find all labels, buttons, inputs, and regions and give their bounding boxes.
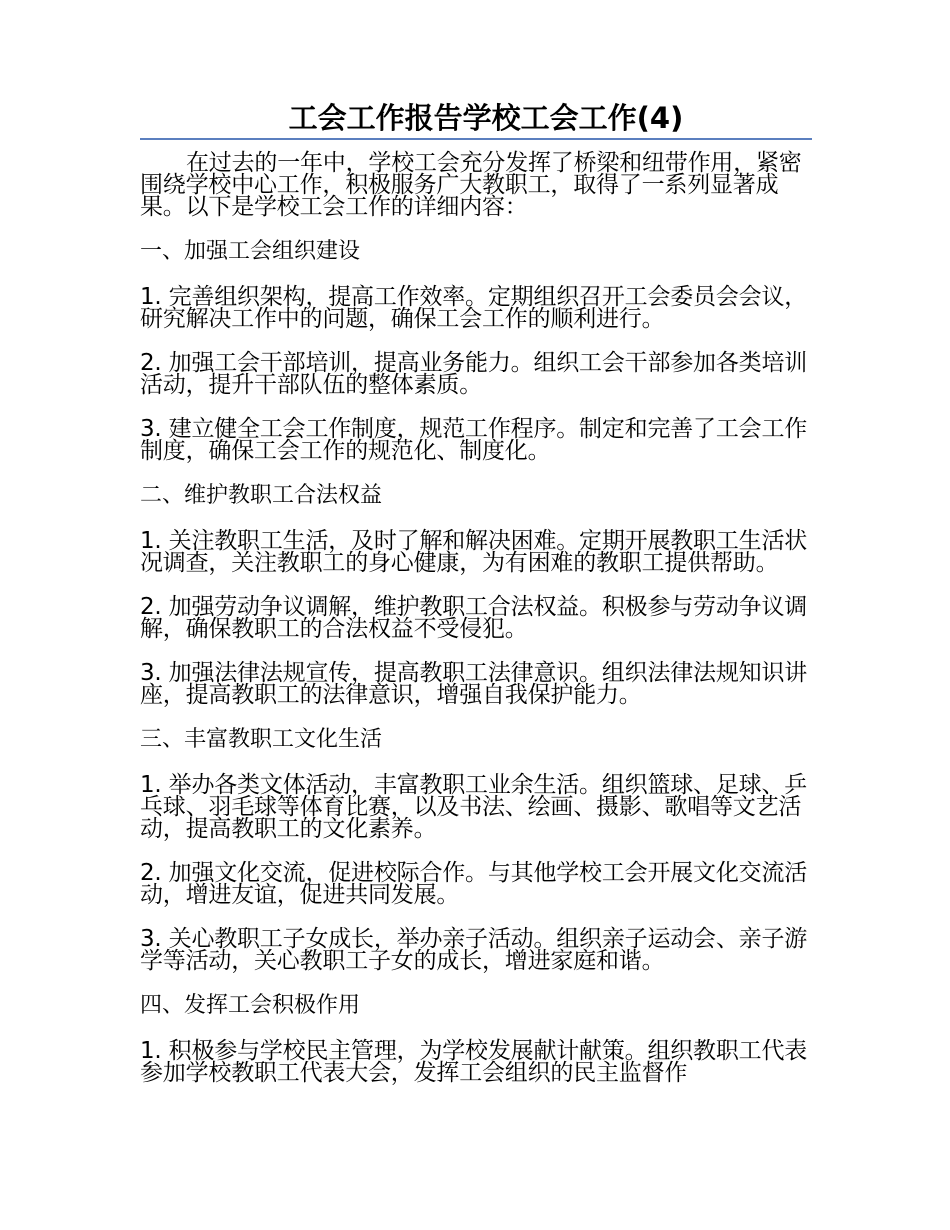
intro-paragraph: 在过去的一年中，学校工会充分发挥了桥梁和纽带作用，紧密围绕学校中心工作，积极服务广大教职工，取得了一系列显著成果。以下是学校工会工作的详细内容： (140, 150, 802, 220)
list-item: 1. 积极参与学校民主管理，为学校发展献计献策。组织教职工代表参加学校教职工代表大会，发挥工会组织的民主监督作 (140, 1038, 808, 1086)
document-title: 工会工作报告学校工会工作(4) (288, 101, 684, 135)
section-4 (140, 994, 812, 1084)
list-item: 3. 加强法律法规宣传，提高教职工法律意识。组织法律法规知识讲座，提高教职工的法律意识，增强自我保护能力。 (140, 660, 808, 708)
section-heading: 三、丰富教职工文化生活 (140, 727, 383, 752)
list-item: 2. 加强文化交流，促进校际合作。与其他学校工会开展文化交流活动，增进友谊，促进共同发展。 (140, 860, 808, 908)
list-item: 3. 建立健全工会工作制度，规范工作程序。制定和完善了工会工作制度，确保工会工作的规范化、制度化。 (140, 416, 808, 464)
title-underline (140, 138, 812, 140)
section-3 (140, 728, 812, 972)
document-page (140, 100, 812, 1106)
section-heading: 一、加强工会组织建设 (140, 239, 361, 264)
section-1 (140, 240, 812, 462)
section-heading: 四、发挥工会积极作用 (140, 993, 361, 1018)
section-heading: 二、维护教职工合法权益 (140, 483, 383, 508)
list-item: 1. 完善组织架构，提高工作效率。定期组织召开工会委员会会议，研究解决工作中的问题，确保工会工作的顺利进行。 (140, 284, 808, 332)
list-item: 2. 加强工会干部培训，提高业务能力。组织工会干部参加各类培训活动，提升干部队伍的整体素质。 (140, 350, 808, 398)
list-item: 2. 加强劳动争议调解，维护教职工合法权益。积极参与劳动争议调解，确保教职工的合法权益不受侵犯。 (140, 594, 808, 642)
list-item: 1. 关注教职工生活，及时了解和解决困难。定期开展教职工生活状况调查，关注教职工的身心健康，为有困难的教职工提供帮助。 (140, 528, 808, 576)
section-2 (140, 484, 812, 706)
list-item: 1. 举办各类文体活动，丰富教职工业余生活。组织篮球、足球、乒乓球、羽毛球等体育比赛，以及书法、绘画、摄影、歌唱等文艺活动，提高教职工的文化素养。 (140, 772, 808, 842)
list-item: 3. 关心教职工子女成长，举办亲子活动。组织亲子运动会、亲子游学等活动，关心教职工子女的成长，增进家庭和谐。 (140, 926, 808, 974)
